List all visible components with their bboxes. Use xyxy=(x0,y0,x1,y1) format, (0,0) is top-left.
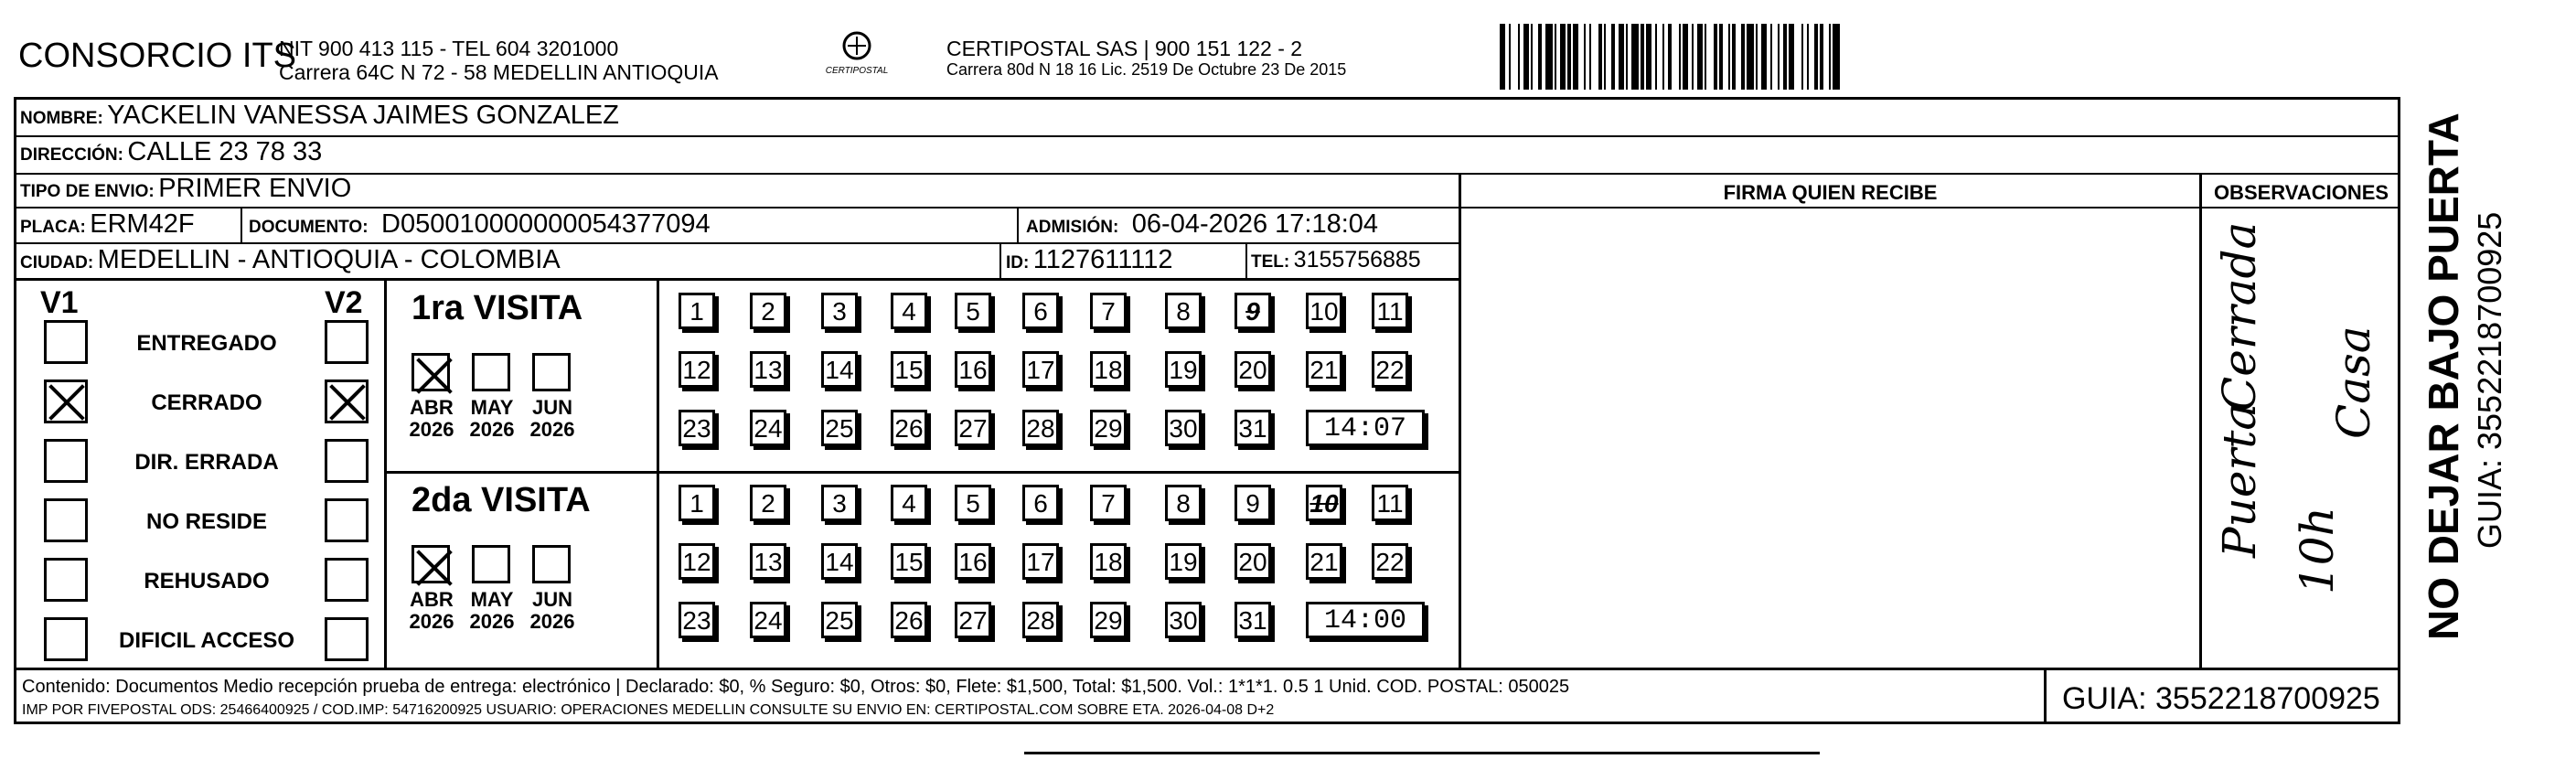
handwritten-note-3: 10h xyxy=(2291,507,2344,594)
admision-row xyxy=(1026,209,1378,240)
direccion-label: DIRECCIÓN: xyxy=(20,145,123,165)
month-label: ABR xyxy=(410,588,454,611)
company-nit: NIT 900 413 115 - TEL 604 3201000 xyxy=(279,37,619,60)
side-guia: GUIA: 3552218700925 xyxy=(2471,211,2508,549)
status-label: DIFICIL ACCESO xyxy=(118,628,294,653)
v2-checkbox[interactable] xyxy=(325,617,369,661)
day-box[interactable]: 31 xyxy=(1235,602,1271,638)
month-label: ABR xyxy=(410,396,454,419)
placa-label: PLACA: xyxy=(20,218,86,237)
v1-checkbox[interactable] xyxy=(44,439,88,483)
visit-title: 1ra VISITA xyxy=(412,289,583,327)
handwritten-note-1: Puerta xyxy=(2213,402,2266,558)
v2-checkbox[interactable] xyxy=(325,498,369,542)
day-box[interactable]: 26 xyxy=(891,410,927,446)
month-label: JUN xyxy=(531,588,572,611)
visit-title: 2da VISITA xyxy=(412,481,591,519)
day-box[interactable]: 14 xyxy=(821,351,858,388)
day-box[interactable]: 21 xyxy=(1306,543,1342,580)
month-checkbox[interactable] xyxy=(532,545,571,583)
barcode-bar xyxy=(1747,24,1754,90)
certipostal-line: CERTIPOSTAL SAS | 900 151 122 - 2 xyxy=(946,37,1303,60)
day-box[interactable]: 27 xyxy=(955,602,991,638)
documento-row xyxy=(249,209,711,240)
day-box[interactable]: 19 xyxy=(1165,351,1202,388)
certipostal-address: Carrera 80d N 18 16 Lic. 2519 De Octubre 23 De 2015 xyxy=(946,60,1347,79)
direccion-row xyxy=(20,137,322,167)
handwritten-note-4: Casa xyxy=(2327,326,2380,439)
day-box[interactable]: 11 xyxy=(1372,293,1408,329)
placa-value: ERM42F xyxy=(90,209,195,239)
v2-label: V2 xyxy=(325,285,363,320)
day-box[interactable]: 22 xyxy=(1372,351,1408,388)
v1-checkbox[interactable] xyxy=(44,320,88,364)
day-box[interactable]: 9 xyxy=(1235,293,1271,329)
month-checkbox[interactable] xyxy=(412,353,450,391)
barcode-bar xyxy=(1511,24,1518,90)
status-label: DIR. ERRADA xyxy=(134,450,279,475)
day-box[interactable]: 3 xyxy=(821,485,858,521)
day-box[interactable]: 4 xyxy=(891,293,927,329)
side-no-dejar: NO DEJAR BAJO PUERTA xyxy=(2420,112,2467,640)
month-label: MAY xyxy=(470,396,514,419)
year-label: 2026 xyxy=(529,610,575,633)
year-label: 2026 xyxy=(529,418,575,441)
v1-checkbox[interactable] xyxy=(44,380,88,423)
day-box[interactable]: 10 xyxy=(1306,485,1342,521)
month-checkbox[interactable] xyxy=(472,353,510,391)
ciudad-row xyxy=(20,245,561,275)
day-box[interactable]: 12 xyxy=(679,543,715,580)
day-box[interactable]: 4 xyxy=(891,485,927,521)
company-name: CONSORCIO ITS xyxy=(18,37,297,75)
status-label: NO RESIDE xyxy=(145,509,268,534)
day-box[interactable]: 17 xyxy=(1022,543,1059,580)
day-box[interactable]: 6 xyxy=(1022,293,1059,329)
day-box[interactable]: 16 xyxy=(955,543,991,580)
year-label: 2026 xyxy=(469,418,515,441)
footer-guia: GUIA: 3552218700925 xyxy=(2062,681,2380,716)
day-box[interactable]: 18 xyxy=(1090,351,1127,388)
barcode-bar xyxy=(1794,24,1801,90)
admision-label: ADMISIÓN: xyxy=(1026,218,1119,237)
day-box[interactable]: 11 xyxy=(1372,485,1408,521)
barcode-bar xyxy=(1672,24,1679,90)
day-box[interactable]: 25 xyxy=(821,410,858,446)
day-box[interactable]: 26 xyxy=(891,602,927,638)
day-box[interactable]: 6 xyxy=(1022,485,1059,521)
day-box[interactable]: 21 xyxy=(1306,351,1342,388)
barcode xyxy=(1500,24,1844,90)
status-label: REHUSADO xyxy=(144,569,270,593)
day-box[interactable]: 31 xyxy=(1235,410,1271,446)
day-box[interactable]: 2 xyxy=(750,485,786,521)
day-box[interactable]: 8 xyxy=(1165,485,1202,521)
documento-value: D050010000000054377094 xyxy=(381,209,711,239)
day-box[interactable]: 13 xyxy=(750,351,786,388)
visit-time[interactable]: 14:07 xyxy=(1306,410,1425,446)
v1-checkbox[interactable] xyxy=(44,498,88,542)
day-box[interactable]: 1 xyxy=(679,293,715,329)
day-box[interactable]: 1 xyxy=(679,485,715,521)
id-value: 1127611112 xyxy=(1032,245,1173,274)
placa-row xyxy=(20,209,195,240)
day-box[interactable]: 12 xyxy=(679,351,715,388)
nombre-row xyxy=(20,101,619,131)
tel-row xyxy=(1251,247,1421,273)
v2-checkbox[interactable] xyxy=(325,558,369,602)
year-label: 2026 xyxy=(469,610,515,633)
v1-label: V1 xyxy=(40,285,79,320)
id-label: ID: xyxy=(1006,253,1030,273)
day-box[interactable]: 3 xyxy=(821,293,858,329)
certipostal-logo-text: CERTIPOSTAL xyxy=(825,66,889,76)
barcode-bar xyxy=(1833,24,1840,90)
day-box[interactable]: 20 xyxy=(1235,351,1271,388)
day-box[interactable]: 28 xyxy=(1022,410,1059,446)
day-box[interactable]: 28 xyxy=(1022,602,1059,638)
day-box[interactable]: 22 xyxy=(1372,543,1408,580)
day-box[interactable]: 20 xyxy=(1235,543,1271,580)
year-label: 2026 xyxy=(409,418,454,441)
day-box[interactable]: 25 xyxy=(821,602,858,638)
v2-checkbox[interactable] xyxy=(325,439,369,483)
footer-imp: IMP POR FIVEPOSTAL ODS: 25466400925 / COD.IMP: 54716200925 USUARIO: OPERACIONES MEDELLIN CONSULTE SU ENVIO EN: CERTIPOSTAL.COM SOBRE ETA. 2026-04-08 D+2 xyxy=(22,702,1275,718)
month-checkbox[interactable] xyxy=(532,353,571,391)
month-label: MAY xyxy=(470,588,514,611)
day-box[interactable]: 10 xyxy=(1306,293,1342,329)
certipostal-logo-icon xyxy=(814,27,901,82)
v1-checkbox[interactable] xyxy=(44,558,88,602)
day-box[interactable]: 7 xyxy=(1090,293,1127,329)
admision-value: 06-04-2026 17:18:04 xyxy=(1131,209,1379,239)
certipostal-logo xyxy=(814,27,901,82)
barcode-bar xyxy=(1840,24,1844,90)
day-box[interactable]: 15 xyxy=(891,543,927,580)
status-label: ENTREGADO xyxy=(136,331,277,356)
v2-checkbox[interactable] xyxy=(325,380,369,423)
day-box[interactable]: 30 xyxy=(1165,410,1202,446)
year-label: 2026 xyxy=(409,610,454,633)
day-box[interactable]: 7 xyxy=(1090,485,1127,521)
day-box[interactable]: 23 xyxy=(679,602,715,638)
direccion-value: CALLE 23 78 33 xyxy=(127,137,323,166)
visit-time[interactable]: 14:00 xyxy=(1306,602,1425,638)
day-box[interactable]: 13 xyxy=(750,543,786,580)
day-box[interactable]: 24 xyxy=(750,602,786,638)
handwritten-note-2: Cerrada xyxy=(2213,221,2266,412)
day-box[interactable]: 5 xyxy=(955,293,991,329)
month-label: JUN xyxy=(531,396,572,419)
nombre-value: YACKELIN VANESSA JAIMES GONZALEZ xyxy=(107,101,619,130)
tipo-row xyxy=(20,174,351,204)
day-box[interactable]: 8 xyxy=(1165,293,1202,329)
company-address: Carrera 64C N 72 - 58 MEDELLIN ANTIOQUIA xyxy=(279,60,719,84)
v1-checkbox[interactable] xyxy=(44,617,88,661)
month-checkbox[interactable] xyxy=(472,545,510,583)
observaciones-header: OBSERVACIONES xyxy=(2213,181,2389,204)
day-box[interactable]: 16 xyxy=(955,351,991,388)
ciudad-value: MEDELLIN - ANTIOQUIA - COLOMBIA xyxy=(97,245,561,274)
v2-checkbox[interactable] xyxy=(325,320,369,364)
day-box[interactable]: 30 xyxy=(1165,602,1202,638)
footer-contenido: Contenido: Documentos Medio recepción prueba de entrega: electrónico | Declarado: $0, % Seguro: $0, Otros: $0, Flete: $1,500, Total: $1,500. Vol.: 1*1*1. 0.5 1 Unid. COD. POSTAL: 050025 xyxy=(22,677,1570,697)
day-box[interactable]: 9 xyxy=(1235,485,1271,521)
month-checkbox[interactable] xyxy=(412,545,450,583)
barcode-bar xyxy=(1591,24,1598,90)
day-box[interactable]: 2 xyxy=(750,293,786,329)
day-box[interactable]: 19 xyxy=(1165,543,1202,580)
day-box[interactable]: 15 xyxy=(891,351,927,388)
firma-header: FIRMA QUIEN RECIBE xyxy=(1723,181,1938,204)
day-box[interactable]: 29 xyxy=(1090,602,1127,638)
tipo-value: PRIMER ENVIO xyxy=(158,174,352,203)
ciudad-label: CIUDAD: xyxy=(20,253,94,273)
day-box[interactable]: 27 xyxy=(955,410,991,446)
tel-label: TEL: xyxy=(1251,252,1290,272)
day-box[interactable]: 23 xyxy=(679,410,715,446)
day-box[interactable]: 14 xyxy=(821,543,858,580)
documento-label: DOCUMENTO: xyxy=(249,218,369,237)
id-row xyxy=(1006,245,1172,275)
tel-value: 3155756885 xyxy=(1293,247,1421,273)
day-box[interactable]: 24 xyxy=(750,410,786,446)
day-box[interactable]: 18 xyxy=(1090,543,1127,580)
barcode-bar xyxy=(1706,24,1714,90)
nombre-label: NOMBRE: xyxy=(20,109,103,128)
barcode-bar xyxy=(1545,24,1553,90)
barcode-bar xyxy=(1631,24,1639,90)
day-box[interactable]: 29 xyxy=(1090,410,1127,446)
day-box[interactable]: 17 xyxy=(1022,351,1059,388)
status-label: CERRADO xyxy=(151,390,262,415)
day-box[interactable]: 5 xyxy=(955,485,991,521)
tipo-label: TIPO DE ENVIO: xyxy=(20,182,155,201)
